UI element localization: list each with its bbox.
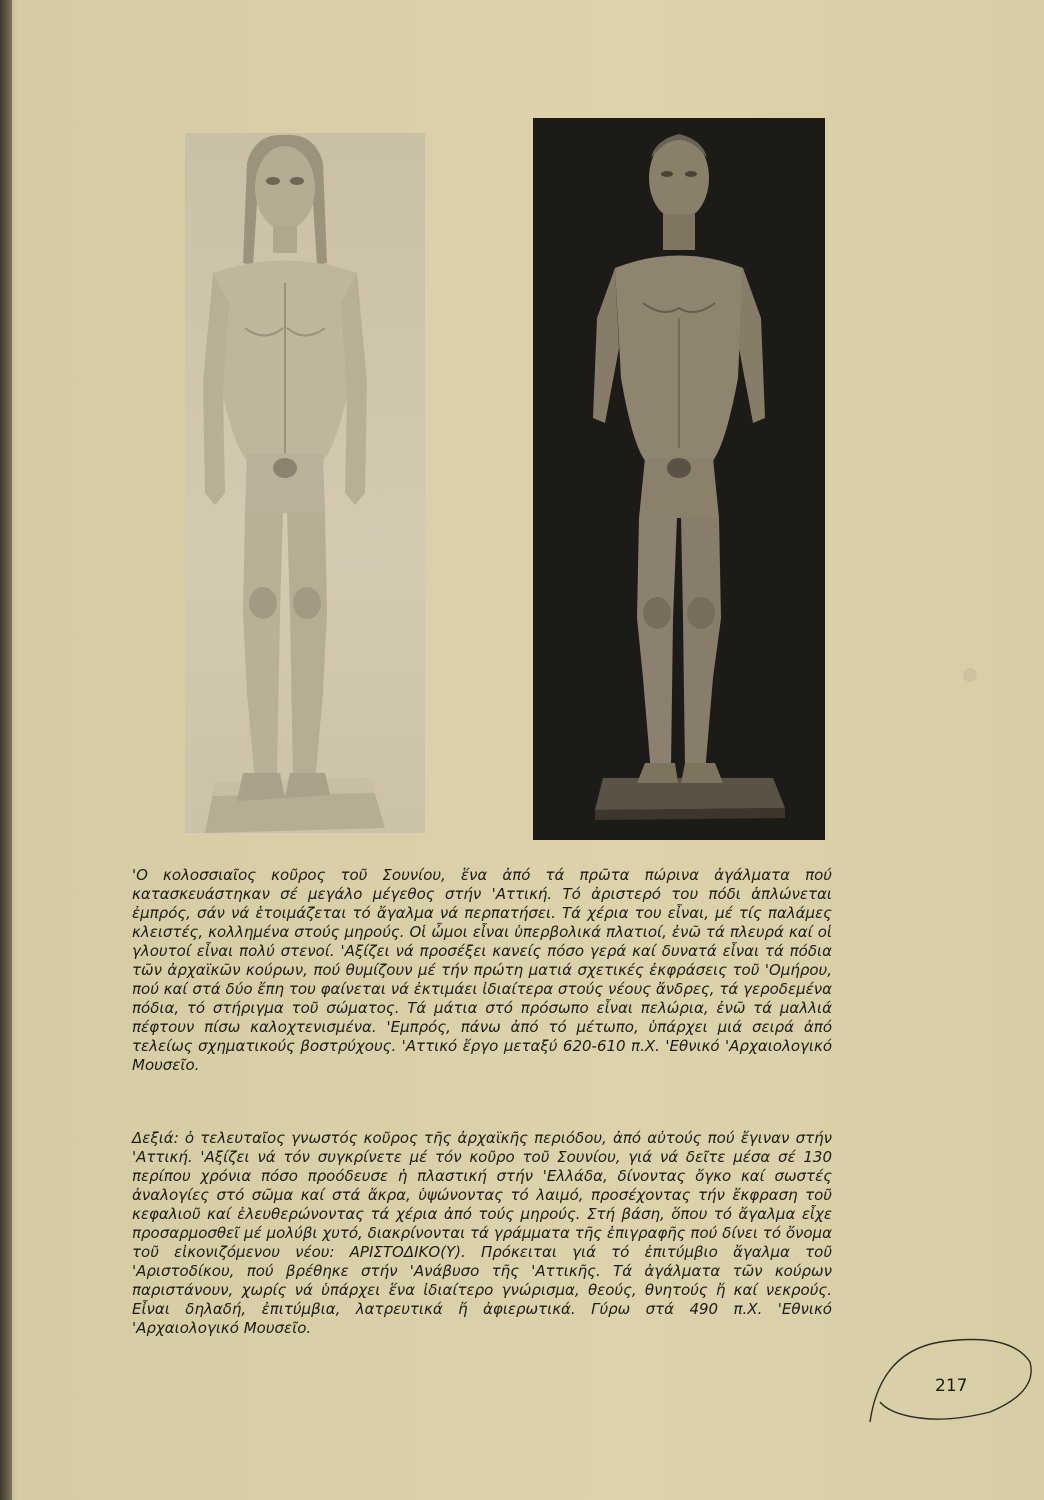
kouros-sounion-photo (185, 133, 425, 833)
page-number: 217 (935, 1376, 968, 1396)
paper-spot (963, 668, 977, 682)
kouros-aristodikos-figure (533, 118, 825, 840)
caption-kouros-aristodikos: Δεξιά: ὁ τελευταῖος γνωστός κοῦρος τῆς ἀρχαϊκῆς περιόδου, ἀπό αὐτούς πού ἔγιναν στήν 'Αττική. 'Αξίζει νά τόν συγκρίνετε μέ τόν κοῦρο τοῦ Σουνίου, γιά νά δεῖτε μέσα σέ 130 περίπου χρόνια πόσο προόδευσε ἡ πλαστική στήν 'Ελλάδα, δίνοντας ὄγκο καί σωστές ἀναλογίες στό σῶμα καί στά ἄκρα, ὑψώνοντας τό λαιμό, προσέχοντας τήν ἔκφραση τοῦ κεφαλιοῦ καί ἐλευθερώνοντας τά χέρια ἀπό τούς μηρούς. Στή βάση, ὅπου τό ἄγαλμα εἶχε προσαρμοσθεῖ μέ μολύβι χυτό, διακρίνονται τά γράμματα τῆς ἐπιγραφῆς πού δίνει τό ὄνομα τοῦ εἰκονιζόμενου νέου: ΑΡΙΣΤΟΔΙΚΟ(Υ). Πρόκειται γιά τό ἐπιτύμβιο ἄγαλμα τοῦ 'Αριστοδίκου, πού βρέθηκε στήν 'Ανάβυσο τῆς 'Αττικῆς. Τά ἀγάλματα τῶν κούρων παριστάνουν, χωρίς νά ὑπάρχει ἕνα ἰδιαίτερο γνώρισμα, θεούς, θνητούς ἤ καί νεκρούς. Εἶναι δηλαδή, ἐπιτύμβια, λατρευτικά ἤ ἀφιερωτικά. Γύρω στά 490 π.Χ. 'Εθνικό 'Αρχαιολογικό Μουσεῖο. (132, 1129, 832, 1337)
book-spine-shadow (0, 0, 12, 1500)
caption-kouros-sounion: 'Ο κολοσσιαῖος κοῦρος τοῦ Σουνίου, ἕνα ἀπό τά πρῶτα πώρινα ἀγάλματα πού κατασκευάστηκαν σέ μεγάλο μέγεθος στήν 'Αττική. Τό ἀριστερό του πόδι ἁπλώνεται ἐμπρός, σάν νά ἑτοιμάζεται τό ἄγαλμα νά περπατήσει. Τά χέρια του εἶναι, μέ τίς παλάμες κλειστές, κολλημένα στούς μηρούς. Οἱ ὦμοι εἶναι ὑπερβολικά πλατιοί, ἐνῶ τά πλευρά καί οἱ γλουτοί εἶναι πολύ στενοί. 'Αξίζει νά προσέξει κανείς πόσο γερά καί δυνατά εἶναι τά πόδια τῶν ἀρχαϊκῶν κούρων, πού θυμίζουν μέ τήν πρώτη ματιά σχετικές ἐκφράσεις τοῦ 'Ομήρου, πού καί στά δύο ἔπη του φαίνεται νά ἐκτιμάει ἰδιαίτερα στούς νέους ἄνδρες, τά γεροδεμένα πόδια, τό στήριγμα τοῦ σώματος. Τά μάτια στό πρόσωπο εἶναι πελώρια, ἐνῶ τά μαλλιά πέφτουν πίσω καλοχτενισμένα. 'Εμπρός, πάνω ἀπό τό μέτωπο, ὑπάρχει μιά σειρά ἀπό τελείως σχηματικούς βοστρύχους. 'Αττικό ἔργο μεταξύ 620-610 π.Χ. 'Εθνικό 'Αρχαιολογικό Μουσεῖο. (132, 866, 832, 1074)
kouros-sounion-figure (185, 133, 425, 833)
kouros-aristodikos-photo (533, 118, 825, 840)
